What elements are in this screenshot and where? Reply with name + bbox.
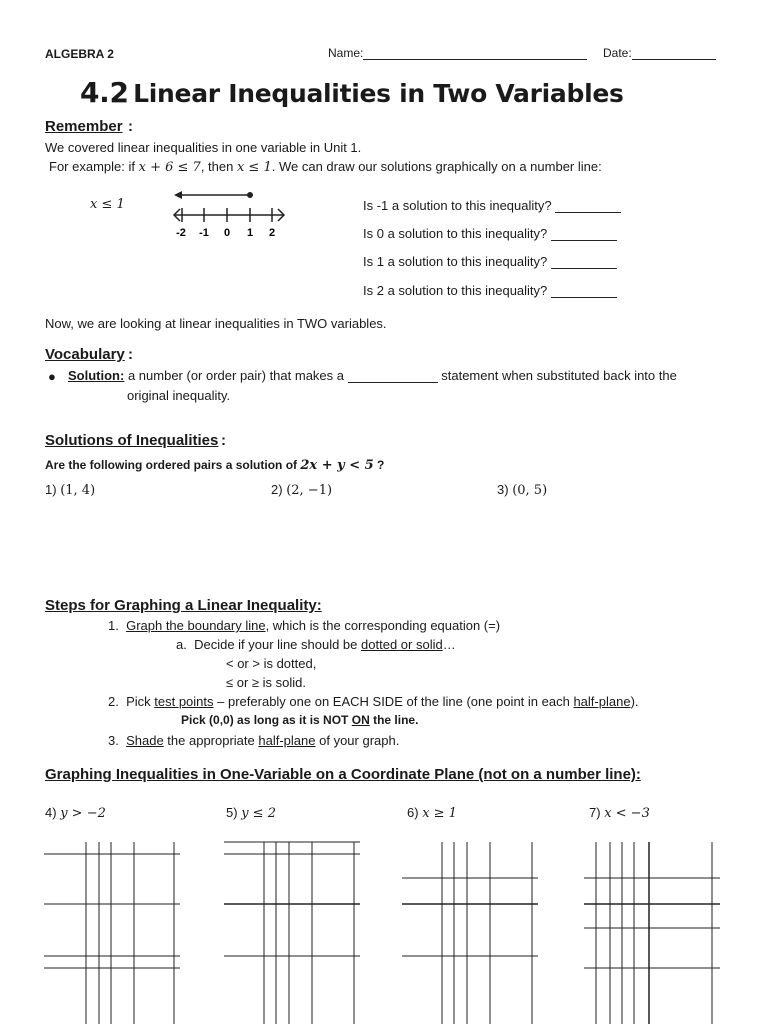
ordered-pair-2: 2) (2, −1)	[271, 482, 333, 498]
remember-line2: For example: if x + 6 ≤ 7, then x ≤ 1. We can draw our solutions graphically on a number line:	[49, 159, 602, 175]
course-label: ALGEBRA 2	[45, 47, 114, 61]
tick-label: 2	[268, 227, 276, 239]
lesson-number: 4.2	[80, 76, 129, 109]
closed-dot-icon	[247, 192, 253, 198]
graphing-heading: Graphing Inequalities in One-Variable on a Coordinate Plane (not on a number line):	[45, 766, 641, 783]
left-arrow-icon	[174, 191, 182, 199]
graph-problem-7: 7) x < −3	[589, 805, 650, 821]
solutions-prompt: Are the following ordered pairs a solution of 2x + y < 5 ?	[45, 458, 385, 473]
ordered-pair-3: 3) (0, 5)	[497, 482, 548, 498]
remember-line1: We covered linear inequalities in one variable in Unit 1.	[45, 140, 362, 155]
vocab-definition-cont: original inequality.	[127, 388, 231, 403]
graph-problem-6: 6) x ≥ 1	[407, 805, 457, 821]
tick-label: -2	[176, 227, 186, 239]
dotted-rule: < or > is dotted,	[226, 656, 317, 671]
transition-text: Now, we are looking at linear inequalities in TWO variables.	[45, 316, 387, 331]
date-label: Date:	[603, 46, 632, 60]
solid-rule: ≤ or ≥ is solid.	[226, 675, 307, 690]
coordinate-grid-7[interactable]	[584, 838, 720, 1024]
step-3: 3. Shade the appropriate half-plane of your graph.	[108, 733, 400, 748]
lesson-title: Linear Inequalities in Two Variables	[133, 79, 624, 108]
question-4[interactable]: Is 2 a solution to this inequality?	[363, 283, 617, 298]
graph-problem-5: 5) y ≤ 2	[226, 805, 276, 821]
vocabulary-heading: Vocabulary	[45, 346, 125, 363]
vocab-definition: Solution: a number (or order pair) that makes a statement when substituted back into the	[68, 368, 677, 383]
vocab-blank[interactable]	[348, 370, 438, 383]
tick-label: -1	[199, 227, 209, 239]
tick-label: 0	[223, 227, 231, 239]
name-field[interactable]	[328, 46, 587, 60]
example-inequality: x ≤ 1	[90, 197, 125, 212]
steps-heading: Steps for Graphing a Linear Inequality:	[45, 597, 322, 614]
coordinate-grid-6[interactable]	[402, 838, 538, 1024]
step-2: 2. Pick test points – preferably one on EACH SIDE of the line (one point in each half-plane).	[108, 694, 639, 709]
coordinate-grid-5[interactable]	[224, 838, 360, 1024]
coordinate-grid-4[interactable]	[44, 838, 180, 1024]
tick-label: 1	[246, 227, 254, 239]
question-2[interactable]: Is 0 a solution to this inequality?	[363, 226, 617, 241]
name-label: Name:	[328, 46, 364, 60]
pick-origin-note: Pick (0,0) as long as it is NOT ON the line.	[181, 713, 419, 727]
graph-problem-4: 4) y > −2	[45, 805, 106, 821]
step-1: 1. Graph the boundary line, which is the corresponding equation (=)	[108, 618, 501, 633]
question-1[interactable]: Is -1 a solution to this inequality?	[363, 198, 621, 213]
step-1a: a. Decide if your line should be dotted or solid…	[176, 637, 456, 652]
date-field[interactable]	[603, 46, 716, 60]
ordered-pair-1: 1) (1, 4)	[45, 482, 96, 498]
number-line	[168, 186, 292, 240]
question-3[interactable]: Is 1 a solution to this inequality?	[363, 254, 617, 269]
remember-heading: Remember	[45, 118, 123, 135]
page-title	[80, 76, 624, 109]
vocab-term: Solution:	[68, 368, 125, 383]
solutions-heading: Solutions of Inequalities	[45, 432, 219, 449]
vocab-bullet: ●	[48, 369, 56, 384]
